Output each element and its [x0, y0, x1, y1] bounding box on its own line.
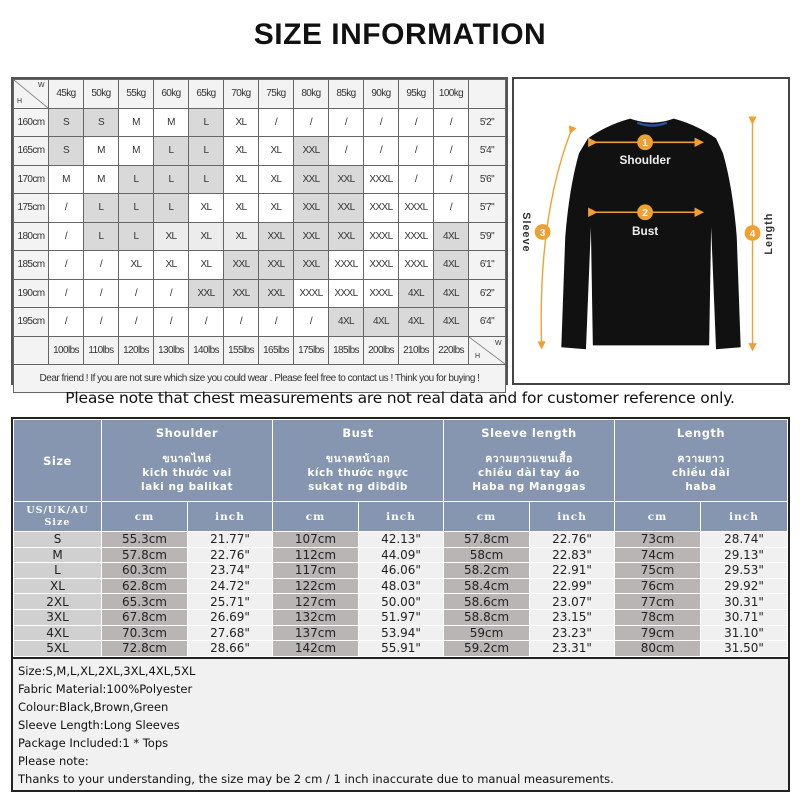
shoulder-in-value: 24.72": [188, 578, 273, 594]
height-row: [14, 222, 506, 251]
height-cm-label: 165cm: [14, 137, 49, 166]
size-cell: L: [154, 165, 189, 194]
size-cell: /: [329, 137, 364, 166]
height-cm-label: 175cm: [14, 194, 49, 223]
size-cell: /: [84, 251, 119, 280]
sleeve-in-value: 23.23": [530, 625, 615, 641]
size-cell: S: [84, 108, 119, 137]
unit-inch-header: inch: [359, 502, 444, 532]
length-in-value: 30.71": [701, 609, 788, 625]
size-cell: XL: [224, 165, 259, 194]
bust-cm-value: 107cm: [273, 532, 359, 548]
length-cm-value: 75cm: [615, 563, 701, 579]
size-cell: /: [154, 279, 189, 308]
bust-in-value: 48.03": [359, 578, 444, 594]
height-ft-label: 6'1": [469, 251, 506, 280]
height-weight-corner: H W: [469, 336, 506, 365]
size-cell: /: [399, 108, 434, 137]
sleeve-cm-value: 58.8cm: [444, 609, 530, 625]
weight-lbs-label: 120lbs: [119, 336, 154, 365]
size-cell: XL: [189, 222, 224, 251]
svg-text:Sleeve: Sleeve: [519, 212, 532, 253]
size-cell: XXL: [294, 222, 329, 251]
sleeve-cm-value: 58cm: [444, 547, 530, 563]
size-cell: M: [154, 108, 189, 137]
size-cell: 4XL: [434, 308, 469, 337]
sleeve-in-value: 23.15": [530, 609, 615, 625]
svg-text:2: 2: [642, 208, 648, 220]
size-cell: XL: [224, 108, 259, 137]
bust-in-value: 46.06": [359, 563, 444, 579]
size-cell: XXXL: [364, 194, 399, 223]
shoulder-in-value: 21.77": [188, 532, 273, 548]
sleeve-in-value: 23.31": [530, 641, 615, 657]
info-line-package: Package Included:1 * Tops: [18, 735, 169, 750]
contact-note: Dear friend ! If you are not sure which size you could wear . Please feel free to contact us ! Think you for buying !: [14, 365, 506, 393]
blank-footer-cell: [14, 336, 49, 365]
unit-inch-header: inch: [530, 502, 615, 532]
size-cell: XXXL: [329, 279, 364, 308]
bust-cm-value: 117cm: [273, 563, 359, 579]
length-cm-value: 73cm: [615, 532, 701, 548]
height-row: [14, 108, 506, 137]
chest-measurement-note: Please note that chest measurements are not real data and for customer reference only.: [65, 389, 735, 407]
info-line-fabric: Fabric Material:100%Polyester: [18, 681, 193, 696]
size-cell: L: [84, 194, 119, 223]
size-cell: /: [84, 279, 119, 308]
size-cell: L: [84, 222, 119, 251]
height-cm-label: 185cm: [14, 251, 49, 280]
weight-lbs-label: 155lbs: [224, 336, 259, 365]
sleeve-length-header: Sleeve length ความยาวแขนเสื้อ chiều dài tay áo Haba ng Manggas: [444, 420, 615, 502]
unit-cm-header: cm: [444, 502, 530, 532]
size-recommendation-chart: [11, 77, 508, 385]
size-cell: L: [119, 165, 154, 194]
size-cell: /: [49, 194, 84, 223]
size-cell: 4XL: [434, 251, 469, 280]
size-cell: /: [294, 308, 329, 337]
height-ft-label: 5'2": [469, 108, 506, 137]
sleeve-cm-value: 59cm: [444, 625, 530, 641]
size-cell: XXXL: [364, 251, 399, 280]
height-ft-label: 6'2": [469, 279, 506, 308]
size-cell: /: [434, 165, 469, 194]
size-cell: XL: [224, 194, 259, 223]
shoulder-cm-value: 62.8cm: [102, 578, 188, 594]
length-cm-value: 80cm: [615, 641, 701, 657]
weight-lbs-label: 185lbs: [329, 336, 364, 365]
shoulder-cm-value: 55.3cm: [102, 532, 188, 548]
size-cell: L: [189, 108, 224, 137]
shoulder-cm-value: 70.3cm: [102, 625, 188, 641]
info-line-note-text: Thanks to your understanding, the size may be 2 cm / 1 inch inaccurate due to manual measurements.: [18, 771, 614, 786]
size-cell: 4XL: [364, 308, 399, 337]
garment-measurement-diagram: [512, 77, 790, 385]
size-row: [14, 641, 788, 657]
bust-header: Bust ขนาดหน้าอก kích thước ngực sukat ng dibdib: [273, 420, 444, 502]
length-cm-value: 77cm: [615, 594, 701, 610]
size-cell: XXL: [224, 279, 259, 308]
length-cm-value: 76cm: [615, 578, 701, 594]
shoulder-cm-value: 57.8cm: [102, 547, 188, 563]
size-row: [14, 609, 788, 625]
weight-lbs-label: 210lbs: [399, 336, 434, 365]
size-label: S: [14, 532, 102, 548]
shoulder-in-value: 27.68": [188, 625, 273, 641]
size-cell: XXXL: [329, 251, 364, 280]
size-label: 2XL: [14, 594, 102, 610]
length-cm-value: 79cm: [615, 625, 701, 641]
size-cell: /: [119, 279, 154, 308]
shoulder-cm-value: 60.3cm: [102, 563, 188, 579]
size-cell: L: [154, 194, 189, 223]
weight-lbs-label: 175lbs: [294, 336, 329, 365]
weight-lbs-label: 100lbs: [49, 336, 84, 365]
size-cell: XL: [154, 222, 189, 251]
weight-lbs-label: 165lbs: [259, 336, 294, 365]
info-line-note-label: Please note:: [18, 753, 89, 768]
length-header: Length ความยาว chiều dài haba: [615, 420, 788, 502]
size-cell: XXXL: [399, 194, 434, 223]
size-cell: 4XL: [329, 308, 364, 337]
length-in-value: 31.50": [701, 641, 788, 657]
height-ft-label: 5'7": [469, 194, 506, 223]
bust-cm-value: 142cm: [273, 641, 359, 657]
size-cell: /: [84, 308, 119, 337]
size-cell: XXL: [329, 194, 364, 223]
shoulder-in-value: 22.76": [188, 547, 273, 563]
size-cell: M: [84, 137, 119, 166]
size-cell: XXXL: [364, 165, 399, 194]
bust-in-value: 44.09": [359, 547, 444, 563]
length-in-value: 31.10": [701, 625, 788, 641]
size-label: L: [14, 563, 102, 579]
size-cell: /: [259, 308, 294, 337]
height-cm-label: 170cm: [14, 165, 49, 194]
size-cell: /: [434, 194, 469, 223]
weight-kg-header: 85kg: [329, 80, 364, 109]
bust-in-value: 53.94": [359, 625, 444, 641]
size-cell: L: [154, 137, 189, 166]
shoulder-cm-value: 67.8cm: [102, 609, 188, 625]
size-cell: 4XL: [434, 222, 469, 251]
height-ft-label: 5'6": [469, 165, 506, 194]
height-row: [14, 279, 506, 308]
svg-text:Shoulder: Shoulder: [619, 152, 671, 167]
size-cell: /: [259, 108, 294, 137]
weight-kg-header: 90kg: [364, 80, 399, 109]
size-cell: XXXL: [364, 222, 399, 251]
weight-kg-header: 50kg: [84, 80, 119, 109]
measurement-table: [13, 419, 788, 657]
length-in-value: 28.74": [701, 532, 788, 548]
size-cell: S: [49, 108, 84, 137]
size-cell: /: [189, 308, 224, 337]
size-cell: XXXL: [399, 251, 434, 280]
size-cell: /: [364, 137, 399, 166]
size-cell: M: [84, 165, 119, 194]
bust-cm-value: 127cm: [273, 594, 359, 610]
size-cell: XL: [119, 251, 154, 280]
size-row: [14, 578, 788, 594]
size-cell: XXXL: [364, 279, 399, 308]
measurement-table-panel: [11, 417, 790, 792]
size-cell: L: [119, 222, 154, 251]
weight-kg-header: 95kg: [399, 80, 434, 109]
sweater-illustration: [514, 79, 788, 383]
sleeve-in-value: 22.91": [530, 563, 615, 579]
size-cell: /: [434, 108, 469, 137]
size-label: 3XL: [14, 609, 102, 625]
height-cm-label: 180cm: [14, 222, 49, 251]
length-cm-value: 78cm: [615, 609, 701, 625]
size-cell: /: [224, 308, 259, 337]
size-cell: XXL: [224, 251, 259, 280]
size-row: [14, 625, 788, 641]
sleeve-in-value: 23.07": [530, 594, 615, 610]
size-cell: 4XL: [399, 308, 434, 337]
size-cell: /: [49, 279, 84, 308]
size-label: 4XL: [14, 625, 102, 641]
size-cell: XXL: [294, 194, 329, 223]
size-cell: /: [364, 108, 399, 137]
size-cell: XXL: [294, 165, 329, 194]
weight-lbs-label: 130lbs: [154, 336, 189, 365]
length-cm-value: 74cm: [615, 547, 701, 563]
unit-inch-header: inch: [188, 502, 273, 532]
weight-kg-header: 60kg: [154, 80, 189, 109]
weight-kg-header: 65kg: [189, 80, 224, 109]
unit-cm-header: cm: [273, 502, 359, 532]
size-cell: M: [119, 108, 154, 137]
height-row: [14, 194, 506, 223]
size-cell: XL: [259, 137, 294, 166]
size-cell: XL: [189, 194, 224, 223]
bust-cm-value: 112cm: [273, 547, 359, 563]
shoulder-cm-value: 72.8cm: [102, 641, 188, 657]
size-cell: XL: [259, 194, 294, 223]
size-cell: XXL: [294, 137, 329, 166]
size-cell: XXL: [189, 279, 224, 308]
svg-text:Bust: Bust: [631, 223, 659, 238]
info-line-sizes: Size:S,M,L,XL,2XL,3XL,4XL,5XL: [18, 663, 196, 678]
size-chart-table: [13, 79, 506, 393]
length-in-value: 30.31": [701, 594, 788, 610]
bust-in-value: 42.13": [359, 532, 444, 548]
size-cell: /: [399, 165, 434, 194]
size-cell: XXL: [259, 251, 294, 280]
height-cm-label: 195cm: [14, 308, 49, 337]
bust-cm-value: 132cm: [273, 609, 359, 625]
height-weight-corner: H W: [14, 80, 49, 109]
size-cell: XXL: [259, 279, 294, 308]
size-cell: /: [119, 308, 154, 337]
length-in-value: 29.53": [701, 563, 788, 579]
unit-inch-header: inch: [701, 502, 788, 532]
size-cell: /: [329, 108, 364, 137]
sleeve-in-value: 22.83": [530, 547, 615, 563]
shoulder-in-value: 25.71": [188, 594, 273, 610]
size-label: XL: [14, 578, 102, 594]
length-in-value: 29.92": [701, 578, 788, 594]
height-row: [14, 165, 506, 194]
size-cell: /: [399, 137, 434, 166]
sleeve-cm-value: 58.6cm: [444, 594, 530, 610]
weight-lbs-label: 140lbs: [189, 336, 224, 365]
size-cell: /: [434, 137, 469, 166]
product-info: [13, 657, 788, 788]
size-cell: M: [119, 137, 154, 166]
page-title: SIZE INFORMATION: [253, 18, 547, 51]
weight-kg-header: 80kg: [294, 80, 329, 109]
size-cell: /: [49, 308, 84, 337]
size-cell: /: [49, 222, 84, 251]
height-ft-label: 5'4": [469, 137, 506, 166]
weight-kg-header: 45kg: [49, 80, 84, 109]
weight-kg-header: 55kg: [119, 80, 154, 109]
height-row: [14, 308, 506, 337]
svg-text:4: 4: [749, 228, 756, 240]
size-standard-header: US/UK/AU Size: [14, 502, 102, 532]
size-cell: XXL: [329, 222, 364, 251]
weight-lbs-label: 200lbs: [364, 336, 399, 365]
size-cell: XL: [189, 251, 224, 280]
size-cell: XXXL: [399, 222, 434, 251]
bust-cm-value: 137cm: [273, 625, 359, 641]
sleeve-cm-value: 59.2cm: [444, 641, 530, 657]
size-cell: XL: [224, 137, 259, 166]
height-row: [14, 137, 506, 166]
height-cm-label: 190cm: [14, 279, 49, 308]
size-cell: /: [294, 108, 329, 137]
size-cell: XXL: [329, 165, 364, 194]
shoulder-in-value: 26.69": [188, 609, 273, 625]
bust-cm-value: 122cm: [273, 578, 359, 594]
svg-text:3: 3: [539, 227, 546, 239]
size-row: [14, 563, 788, 579]
size-row: [14, 532, 788, 548]
unit-cm-header: cm: [615, 502, 701, 532]
size-cell: /: [154, 308, 189, 337]
size-label: M: [14, 547, 102, 563]
svg-text:Length: Length: [763, 212, 776, 255]
shoulder-in-value: 23.74": [188, 563, 273, 579]
shoulder-cm-value: 65.3cm: [102, 594, 188, 610]
blank-header: [469, 80, 506, 109]
weight-lbs-label: 220lbs: [434, 336, 469, 365]
shoulder-header: Shoulder ขนาดไหล่ kich thước vai laki ng balikat: [102, 420, 273, 502]
size-cell: XXXL: [294, 279, 329, 308]
size-cell: 4XL: [434, 279, 469, 308]
weight-kg-header: 70kg: [224, 80, 259, 109]
size-cell: /: [49, 251, 84, 280]
size-row: [14, 547, 788, 563]
size-cell: XL: [224, 222, 259, 251]
height-cm-label: 160cm: [14, 108, 49, 137]
size-cell: 4XL: [399, 279, 434, 308]
height-ft-label: 6'4": [469, 308, 506, 337]
info-line-colour: Colour:Black,Brown,Green: [18, 699, 169, 714]
size-cell: XXL: [259, 222, 294, 251]
size-cell: XL: [259, 165, 294, 194]
height-row: [14, 251, 506, 280]
sleeve-in-value: 22.76": [530, 532, 615, 548]
weight-lbs-label: 110lbs: [84, 336, 119, 365]
size-cell: M: [49, 165, 84, 194]
size-cell: L: [189, 165, 224, 194]
size-cell: L: [189, 137, 224, 166]
length-in-value: 29.13": [701, 547, 788, 563]
sleeve-cm-value: 57.8cm: [444, 532, 530, 548]
size-row: [14, 594, 788, 610]
sleeve-cm-value: 58.2cm: [444, 563, 530, 579]
size-cell: S: [49, 137, 84, 166]
height-ft-label: 5'9": [469, 222, 506, 251]
weight-kg-header: 75kg: [259, 80, 294, 109]
size-cell: L: [119, 194, 154, 223]
sleeve-in-value: 22.99": [530, 578, 615, 594]
size-cell: XL: [154, 251, 189, 280]
sleeve-cm-value: 58.4cm: [444, 578, 530, 594]
size-label: 5XL: [14, 641, 102, 657]
size-column-header: Size: [14, 420, 102, 502]
svg-text:1: 1: [642, 138, 648, 150]
unit-cm-header: cm: [102, 502, 188, 532]
shoulder-in-value: 28.66": [188, 641, 273, 657]
bust-in-value: 55.91": [359, 641, 444, 657]
weight-kg-header: 100kg: [434, 80, 469, 109]
bust-in-value: 50.00": [359, 594, 444, 610]
size-cell: XXL: [294, 251, 329, 280]
info-line-sleeve: Sleeve Length:Long Sleeves: [18, 717, 180, 732]
bust-in-value: 51.97": [359, 609, 444, 625]
